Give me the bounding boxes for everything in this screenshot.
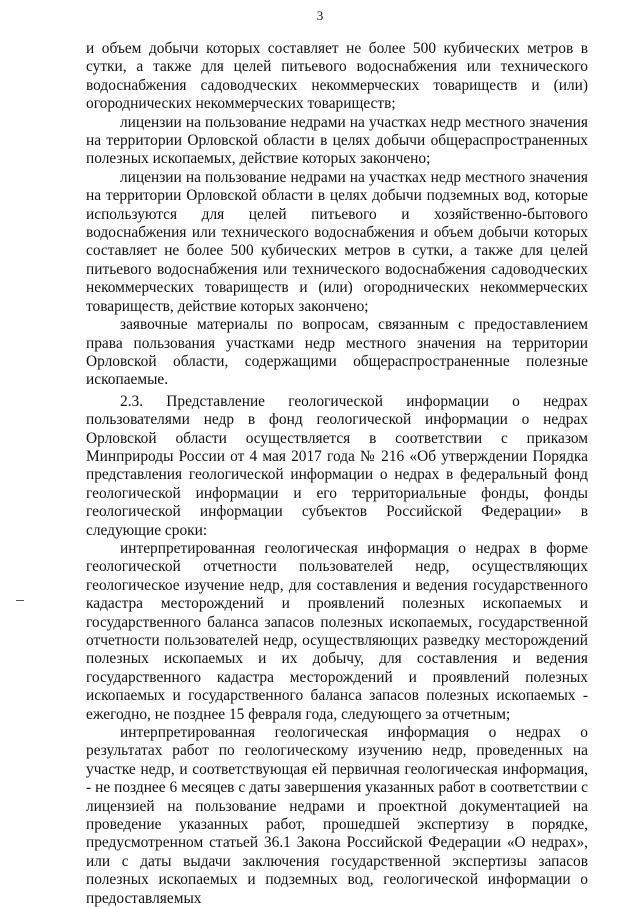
document-body — [86, 40, 588, 908]
paragraph-section-2-3: 2.3. Представление геологической информации о недрах пользователями недр в фонд геологической информации о недрах Орловской области осуществляется в соответствии с приказом Минприроды России от 4 мая 2017 года № 216 «Об утверждении Порядка представления геологической информации о недрах в федеральный фонд геологической информации и его территориальные фонды, фонды геологической информации субъектов Российской Федерации» в следующие сроки: — [86, 392, 588, 539]
margin-mark — [16, 600, 24, 601]
paragraph-license-groundwater: лицензии на пользование недрами на участках недр местного значения на территории Орловской области в целях добычи подземных вод, которые используются для целей питьевого и хозяйственно-бытового водоснабжения или технического водоснабжения и объем добычи которых составляет не более 500 кубических метров в сутки, а также для целей питьевого водоснабжения или технического водоснабжения садоводческих некоммерческих товариществ и (или) огороднических некоммерческих товариществ, действие которых закончено; — [86, 168, 588, 315]
paragraph-continuation: и объем добычи которых составляет не более 500 кубических метров в сутки, а также для целей питьевого водоснабжения или технического водоснабжения садоводческих некоммерческих товариществ и (или) огороднических некоммерческих товариществ; — [86, 40, 588, 113]
paragraph-annual-reporting: интерпретированная геологическая информация о недрах в форме геологической отчетности пользователей недр, осуществляющих геологическое изучение недр, для составления и ведения государственного кадастра месторождений и проявлений полезных ископаемых и государственного баланса запасов полезных ископаемых, государственной отчетности пользователей недр, осуществляющих разведку месторождений полезных ископаемых и их добычу, для составления и ведения государственного кадастра месторождений и проявлений полезных ископаемых и государственного баланса запасов полезных ископаемых - ежегодно, не позднее 15 февраля года, следующего за отчетным; — [86, 539, 588, 723]
paragraph-application-materials: заявочные материалы по вопросам, связанным с предоставлением права пользования участками недр местного значения на территории Орловской области, содержащими общераспространенные полезные ископаемые. — [86, 316, 588, 389]
page-number: 3 — [316, 8, 324, 23]
paragraph-work-results: интерпретированная геологическая информация о недрах о результатах работ по геологическому изучению недр, проведенных на участке недр, и соответствующая ей первичная геологическая информация, - не позднее 6 месяцев с даты завершения указанных работ в соответствии с лицензией на пользование недрами и проектной документацией на проведение указанных работ, прошедшей экспертизу в порядке, предусмотренном статьей 36.1 Закона Российской Федерации «О недрах», или с даты выдачи заключения государственной экспертизы запасов полезных ископаемых и подземных вод, геологической информации о предоставляемых — [86, 724, 588, 907]
paragraph-license-common-minerals: лицензии на пользование недрами на участках недр местного значения на территории Орловской области в целях добычи общераспространенных полезных ископаемых, действие которых закончено; — [86, 113, 588, 168]
